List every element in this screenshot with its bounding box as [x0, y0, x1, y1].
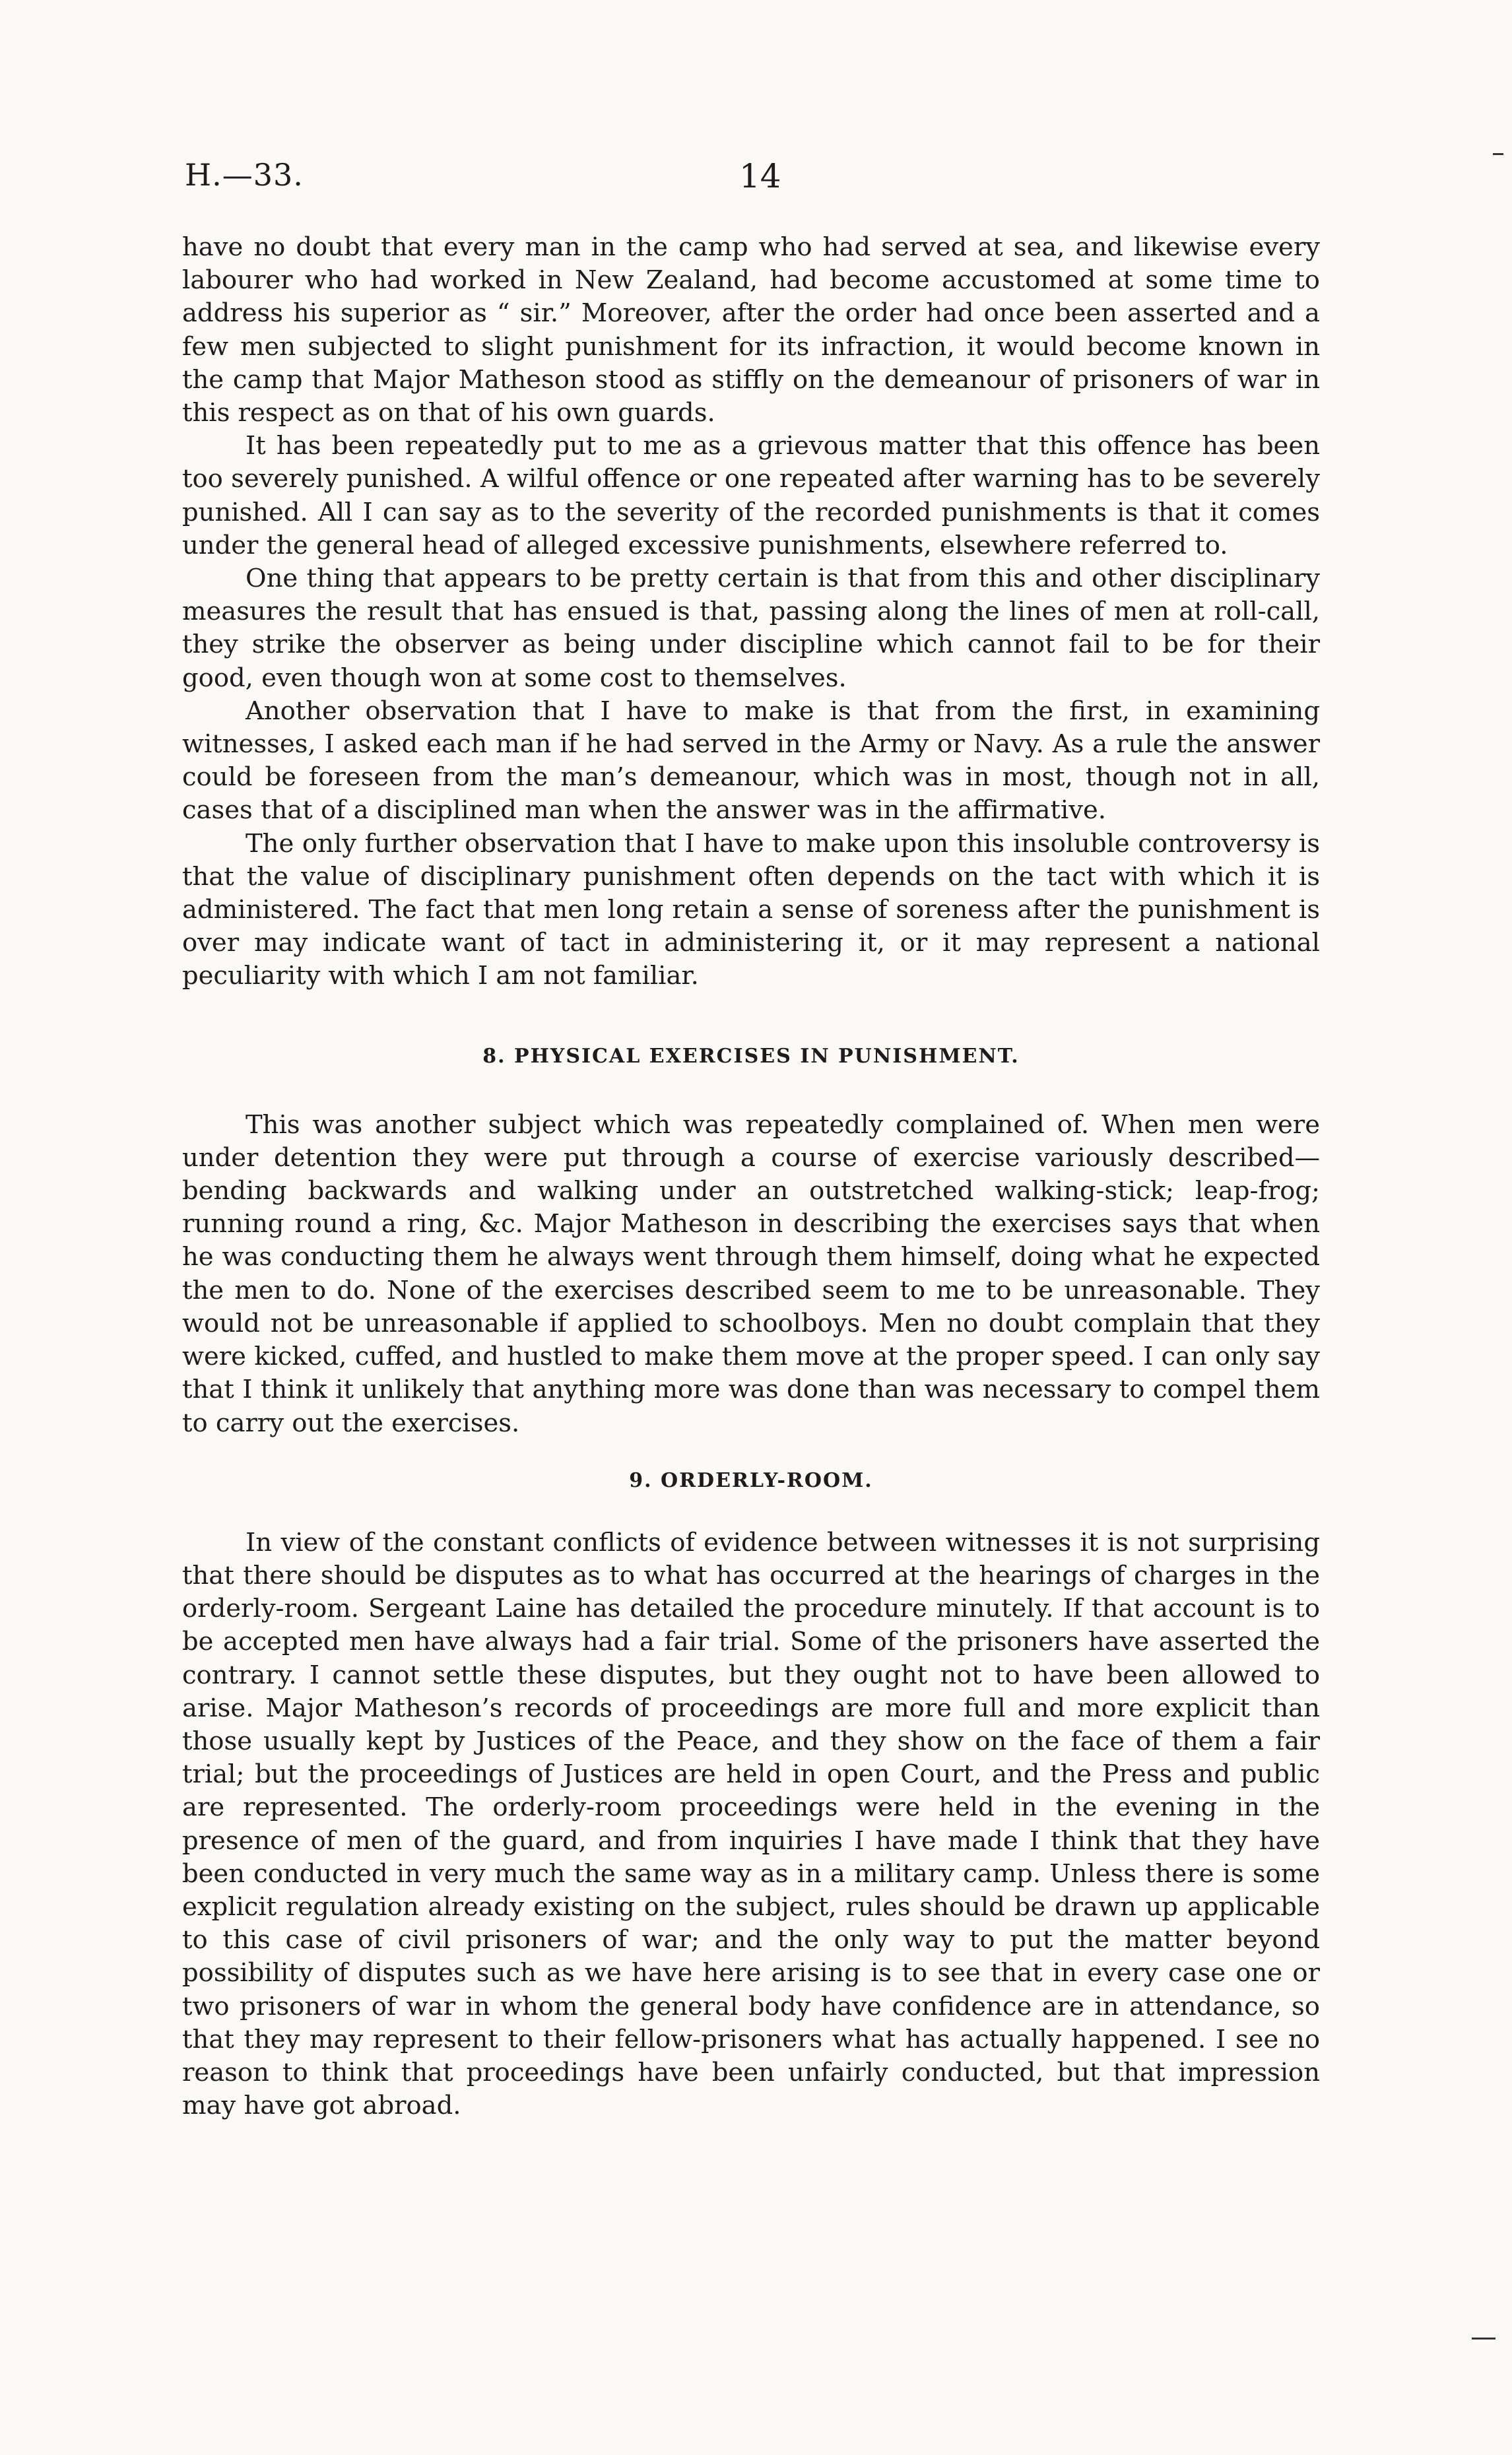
body-text [182, 231, 1320, 2122]
section-heading: 8. PHYSICAL EXERCISES IN PUNISHMENT. [482, 1044, 1020, 1068]
page-header [185, 157, 1323, 203]
scan-mark [1493, 153, 1503, 155]
scan-mark [1472, 2338, 1496, 2340]
paragraph: Another observation that I have to make is that from the first, in examining witnesses, I asked each man if he had served in the Army or Navy. As a rule the answer could be foreseen from the man’s demeanour, which was in most, though not in all, cases that of a disciplined man when the answer was in the affirmative. [182, 696, 1320, 826]
section-heading: 9. ORDERLY-ROOM. [629, 1468, 873, 1492]
document-code: H.—33. [185, 157, 304, 193]
paragraph: In view of the constant conflicts of evidence between witnesses it is not surprising that there should be disputes as to what has occurred at the hearings of charges in the orderly-room. Sergeant Laine has detailed the procedure minutely. If that account is to be accepted men have always had a fair trial. Some of the prisoners have asserted the contrary. I cannot settle these disputes, but they ought not to have been allowed to arise. Major Matheson’s records of proceedings are more full and more explicit than those usually kept by Justices of the Peace, and they show on the face of them a fair trial; but the proceedings of Justices are held in open Court, and the Press and public are represented. The orderly-room proceedings were held in the evening in the presence of men of the guard, and from inquiries I have made I think that they have been conducted in very much the same way as in a military camp. Unless there is some explicit regulation already existing on the subject, rules should be drawn up applicable to this case of civil prisoners of war; and the only way to put the matter beyond possibility of disputes such as we have here arising is to see that in every case one or two prisoners of war in whom the general body have confidence are in attendance, so that they may represent to their fellow-prisoners what has actually happened. I see no reason to think that proceedings have been unfairly conducted, but that impression may have got abroad. [182, 1527, 1320, 2121]
paragraph: It has been repeatedly put to me as a grievous matter that this offence has been too severely punished. A wilful offence or one repeated after warning has to be severely punished. All I can say as to the severity of the recorded punishments is that it comes under the general head of alleged excessive punishments, elsewhere referred to. [182, 431, 1320, 560]
paragraph: The only further observation that I have to make upon this insoluble controversy is that the value of disciplinary punishment often depends on the tact with which it is administered. The fact that men long retain a sense of soreness after the punishment is over may indicate want of tact in administering it, or it may represent a national peculiarity with which I am not familiar. [182, 828, 1320, 991]
paragraph: One thing that appears to be pretty certain is that from this and other disciplinary measures the result that has ensued is that, passing along the lines of men at roll-call, they strike the observer as being under discipline which cannot fail to be for their good, even though won at some cost to themselves. [182, 564, 1320, 693]
page-number: 14 [739, 157, 781, 195]
paragraph: This was another subject which was repeatedly complained of. When men were under detention they were put through a course of exercise variously described—bending backwards and walking under an outstretched walking-stick; leap-frog; running round a ring, &c. Major Matheson in describing the exercises says that when he was conducting them he always went through them himself, doing what he expected the men to do. None of the exercises described seem to me to be unreasonable. They would not be unreasonable if applied to schoolboys. Men no doubt complain that they were kicked, cuffed, and hustled to make them move at the proper speed. I can only say that I think it unlikely that anything more was done than was necessary to compel them to carry out the exercises. [182, 1109, 1320, 1438]
paragraph: have no doubt that every man in the camp who had served at sea, and likewise every labourer who had worked in New Zealand, had become accustomed at some time to address his superior as “ sir.” Moreover, after the order had once been asserted and a few men subjected to slight punishment for its infraction, it would become known in the camp that Major Matheson stood as stiffly on the demeanour of prisoners of war in this respect as on that of his own guards. [182, 232, 1320, 428]
